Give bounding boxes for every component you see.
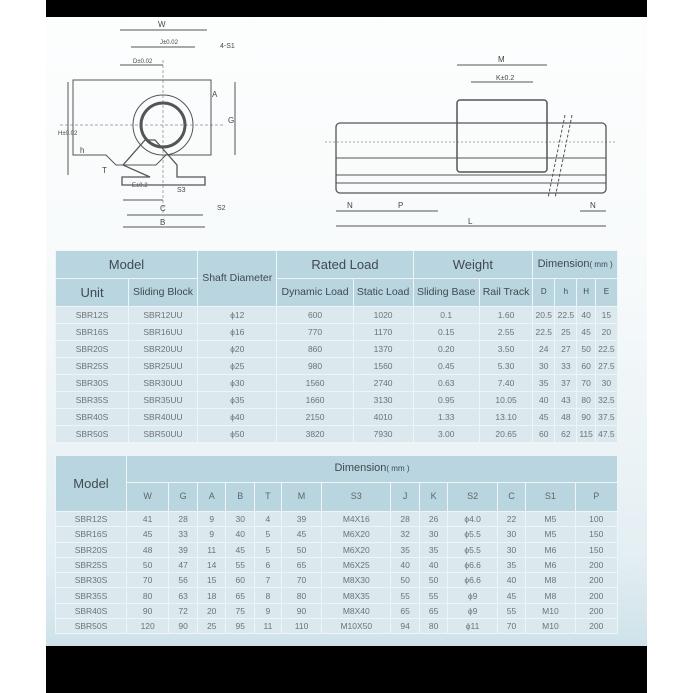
- table-cell: 80: [420, 619, 448, 633]
- label: D±0.02: [133, 59, 153, 65]
- dimension-table: [55, 455, 618, 634]
- header-S3: S3: [322, 483, 390, 511]
- table-cell: 5.30: [480, 358, 532, 374]
- table-cell: SBR35UU: [129, 392, 197, 408]
- table-cell: 27: [555, 341, 576, 357]
- table-cell: 27.5: [596, 358, 617, 374]
- table-cell: ϕ6.6: [448, 558, 496, 572]
- table-cell: 7.40: [480, 375, 532, 391]
- table-cell: 40: [420, 558, 448, 572]
- table-cell: 33: [169, 527, 197, 541]
- table-cell: ϕ20: [198, 341, 276, 357]
- header-unit: Unit: [56, 279, 128, 306]
- table-cell: 1660: [277, 392, 352, 408]
- table-cell: SBR40S: [56, 409, 128, 425]
- table-cell: 9: [198, 512, 226, 526]
- table-cell: 15: [198, 573, 226, 587]
- dimension-labels: [347, 55, 596, 226]
- table-cell: 30: [498, 543, 526, 557]
- table-cell: ϕ16: [198, 324, 276, 340]
- table-cell: 60: [226, 573, 254, 587]
- table-cell: 5: [255, 527, 281, 541]
- header-C: C: [498, 483, 526, 511]
- table-cell: 40: [498, 573, 526, 587]
- table-cell: ϕ4.0: [448, 512, 496, 526]
- table-cell: 2150: [277, 409, 352, 425]
- table-cell: 200: [576, 588, 617, 602]
- table-cell: 32: [391, 527, 419, 541]
- table-cell: M6X25: [322, 558, 390, 572]
- table-cell: M8: [526, 588, 574, 602]
- table-cell: 24: [533, 341, 554, 357]
- side-view-drawing: [320, 40, 620, 235]
- table-row: [56, 512, 617, 526]
- table-cell: SBR35S: [56, 392, 128, 408]
- table-cell: M10: [526, 604, 574, 618]
- label: T: [102, 166, 107, 175]
- table-cell: 45: [577, 324, 594, 340]
- table-cell: 40: [391, 558, 419, 572]
- table-cell: SBR16S: [56, 324, 128, 340]
- table-row: [56, 375, 617, 391]
- label: M: [498, 55, 505, 64]
- header-static-load: Static Load: [354, 279, 413, 306]
- table-cell: 7930: [354, 426, 413, 442]
- table-cell: 4010: [354, 409, 413, 425]
- table-cell: SBR35S: [56, 588, 126, 602]
- table-row: [56, 573, 617, 587]
- table-cell: 55: [420, 588, 448, 602]
- table-cell: 22.5: [555, 307, 576, 323]
- table-cell: 7: [255, 573, 281, 587]
- table-cell: 90: [127, 604, 168, 618]
- label: L: [468, 217, 473, 226]
- table-cell: ϕ30: [198, 375, 276, 391]
- table-cell: 3.50: [480, 341, 532, 357]
- table-cell: 25: [555, 324, 576, 340]
- table-cell: M5: [526, 512, 574, 526]
- table-cell: 43: [555, 392, 576, 408]
- header-H: H: [577, 279, 594, 306]
- table-cell: 110: [282, 619, 322, 633]
- header-sliding-base: Sliding Base: [414, 279, 479, 306]
- table-cell: 10.05: [480, 392, 532, 408]
- dimension-label: Dimension: [537, 257, 590, 270]
- table-cell: 4: [255, 512, 281, 526]
- label: N: [590, 201, 596, 210]
- table-cell: 15: [596, 307, 617, 323]
- table-cell: 0.95: [414, 392, 479, 408]
- table-cell: 55: [498, 604, 526, 618]
- table-cell: 1.33: [414, 409, 479, 425]
- table-row: [56, 409, 617, 425]
- table-cell: 0.15: [414, 324, 479, 340]
- table-row: [56, 358, 617, 374]
- table-cell: 60: [577, 358, 594, 374]
- table-cell: M6: [526, 558, 574, 572]
- table-cell: M5: [526, 527, 574, 541]
- table-cell: 100: [576, 512, 617, 526]
- table-cell: 11: [198, 543, 226, 557]
- header-W: W: [127, 483, 168, 511]
- table-cell: 80: [577, 392, 594, 408]
- table-cell: 63: [169, 588, 197, 602]
- table-cell: 47: [169, 558, 197, 572]
- table-cell: ϕ11: [448, 619, 496, 633]
- label: H±0.02: [58, 131, 78, 137]
- table-cell: 35: [420, 543, 448, 557]
- table-cell: 28: [391, 512, 419, 526]
- table-cell: M10: [526, 619, 574, 633]
- table-cell: 70: [498, 619, 526, 633]
- unit-label: ( mm ): [589, 259, 613, 269]
- table-row: [56, 588, 617, 602]
- table-cell: 39: [282, 512, 322, 526]
- table-cell: 50: [577, 341, 594, 357]
- table-cell: 45: [127, 527, 168, 541]
- table-cell: ϕ50: [198, 426, 276, 442]
- table-cell: 115: [577, 426, 594, 442]
- header-dimension: [533, 251, 617, 278]
- table-cell: SBR30S: [56, 573, 126, 587]
- table-cell: 20.5: [533, 307, 554, 323]
- table-cell: SBR25S: [56, 558, 126, 572]
- table-cell: 32.5: [596, 392, 617, 408]
- table-cell: 55: [391, 588, 419, 602]
- table-cell: SBR40UU: [129, 409, 197, 425]
- table-cell: 2740: [354, 375, 413, 391]
- table-cell: SBR12S: [56, 512, 126, 526]
- unit-label: ( mm ): [386, 464, 410, 474]
- table-cell: 35: [498, 558, 526, 572]
- table-cell: M4X16: [322, 512, 390, 526]
- table-cell: ϕ9: [448, 588, 496, 602]
- table-cell: 1020: [354, 307, 413, 323]
- table-cell: 3820: [277, 426, 352, 442]
- header-dimension: [127, 456, 617, 482]
- table-cell: 45: [533, 409, 554, 425]
- table-cell: 1560: [277, 375, 352, 391]
- label: C: [160, 204, 166, 213]
- table-cell: 6: [255, 558, 281, 572]
- table-cell: 13.10: [480, 409, 532, 425]
- table-cell: 14: [198, 558, 226, 572]
- label: E±0.2: [132, 183, 148, 189]
- table-cell: 75: [226, 604, 254, 618]
- table-cell: 0.20: [414, 341, 479, 357]
- table-cell: 72: [169, 604, 197, 618]
- table-cell: 45: [282, 527, 322, 541]
- front-view-drawing: [50, 15, 250, 235]
- label: P: [398, 201, 404, 210]
- table-cell: SBR50S: [56, 426, 128, 442]
- header-h: h: [555, 279, 576, 306]
- table-cell: 94: [391, 619, 419, 633]
- table-cell: 65: [282, 558, 322, 572]
- table-cell: ϕ35: [198, 392, 276, 408]
- table-cell: 860: [277, 341, 352, 357]
- table-cell: ϕ5.5: [448, 527, 496, 541]
- table-cell: ϕ25: [198, 358, 276, 374]
- table-cell: 11: [255, 619, 281, 633]
- table-cell: ϕ9: [448, 604, 496, 618]
- table-cell: 8: [255, 588, 281, 602]
- table-row: [56, 307, 617, 323]
- table-cell: M6: [526, 543, 574, 557]
- table-row: [56, 392, 617, 408]
- table-cell: 48: [127, 543, 168, 557]
- table-cell: 37.5: [596, 409, 617, 425]
- table-cell: 1170: [354, 324, 413, 340]
- load-weight-table: [55, 250, 618, 443]
- table-cell: 200: [576, 558, 617, 572]
- table-cell: SBR20S: [56, 341, 128, 357]
- table-cell: 26: [420, 512, 448, 526]
- table-cell: 1560: [354, 358, 413, 374]
- table-cell: 65: [226, 588, 254, 602]
- table-cell: 9: [198, 527, 226, 541]
- table-cell: 90: [169, 619, 197, 633]
- header-S2: S2: [448, 483, 496, 511]
- header-E: E: [596, 279, 617, 306]
- table-row: [56, 619, 617, 633]
- label: 4-S1: [220, 43, 235, 50]
- table-cell: 30: [533, 358, 554, 374]
- table-cell: 70: [127, 573, 168, 587]
- table-cell: 25: [198, 619, 226, 633]
- table-cell: 65: [391, 604, 419, 618]
- table-cell: 50: [282, 543, 322, 557]
- table-cell: 45: [226, 543, 254, 557]
- table-cell: 37: [555, 375, 576, 391]
- table-cell: 40: [226, 527, 254, 541]
- table-row: [56, 426, 617, 442]
- table-cell: SBR50UU: [129, 426, 197, 442]
- table-cell: 30: [498, 527, 526, 541]
- table-cell: 120: [127, 619, 168, 633]
- table-cell: 0.45: [414, 358, 479, 374]
- table-cell: 45: [498, 588, 526, 602]
- table-cell: 35: [391, 543, 419, 557]
- header-model: Model: [56, 251, 197, 278]
- table-cell: M8: [526, 573, 574, 587]
- table-cell: ϕ5.5: [448, 543, 496, 557]
- table-cell: 18: [198, 588, 226, 602]
- table-cell: 50: [391, 573, 419, 587]
- table-cell: 150: [576, 543, 617, 557]
- dimension-label: Dimension: [334, 462, 387, 475]
- table-cell: 40: [577, 307, 594, 323]
- bottom-black-bar: [46, 646, 647, 693]
- table-cell: 200: [576, 573, 617, 587]
- table-cell: 50: [420, 573, 448, 587]
- table-cell: 2.55: [480, 324, 532, 340]
- table-row: [56, 543, 617, 557]
- table-cell: 22: [498, 512, 526, 526]
- table-cell: M8X30: [322, 573, 390, 587]
- table-cell: M6X20: [322, 543, 390, 557]
- table-cell: 62: [555, 426, 576, 442]
- table-cell: 48: [555, 409, 576, 425]
- table-cell: 770: [277, 324, 352, 340]
- header-B: B: [226, 483, 254, 511]
- table-cell: M6X20: [322, 527, 390, 541]
- header-weight: Weight: [414, 251, 533, 278]
- table-cell: 65: [420, 604, 448, 618]
- table-cell: 3.00: [414, 426, 479, 442]
- table-cell: 95: [226, 619, 254, 633]
- table-cell: 20: [596, 324, 617, 340]
- header-G: G: [169, 483, 197, 511]
- header-A: A: [198, 483, 226, 511]
- table-cell: 150: [576, 527, 617, 541]
- table-cell: SBR16S: [56, 527, 126, 541]
- table-cell: 50: [127, 558, 168, 572]
- table-cell: 1370: [354, 341, 413, 357]
- label: G: [228, 116, 235, 125]
- table-cell: SBR25S: [56, 358, 128, 374]
- table-cell: 30: [226, 512, 254, 526]
- label: N: [347, 201, 353, 210]
- header-T: T: [255, 483, 281, 511]
- table-cell: 600: [277, 307, 352, 323]
- table-cell: 9: [255, 604, 281, 618]
- header-P: P: [576, 483, 617, 511]
- table-cell: 40: [533, 392, 554, 408]
- table-cell: 20: [198, 604, 226, 618]
- table-cell: M8X35: [322, 588, 390, 602]
- table-cell: SBR16UU: [129, 324, 197, 340]
- header-shaft-diameter: Shaft Diameter: [198, 251, 276, 306]
- header-sliding-block: Sliding Block: [129, 279, 197, 306]
- table-cell: 1.60: [480, 307, 532, 323]
- table-cell: 0.1: [414, 307, 479, 323]
- label: S3: [177, 187, 186, 194]
- dimension-labels: [58, 20, 235, 227]
- table-cell: SBR12S: [56, 307, 128, 323]
- table-cell: 80: [282, 588, 322, 602]
- table-row: [56, 604, 617, 618]
- table-cell: 0.63: [414, 375, 479, 391]
- table-row: [56, 527, 617, 541]
- label: B: [160, 218, 166, 227]
- header-M: M: [282, 483, 322, 511]
- table-cell: M10X50: [322, 619, 390, 633]
- label: h: [80, 146, 85, 155]
- header-S1: S1: [526, 483, 574, 511]
- header-dynamic-load: Dynamic Load: [277, 279, 352, 306]
- table-cell: 70: [282, 573, 322, 587]
- table-cell: 22.5: [596, 341, 617, 357]
- table-cell: SBR12UU: [129, 307, 197, 323]
- table-cell: 80: [127, 588, 168, 602]
- table-cell: SBR50S: [56, 619, 126, 633]
- table-cell: 33: [555, 358, 576, 374]
- table-cell: 35: [533, 375, 554, 391]
- table-cell: 200: [576, 619, 617, 633]
- table-cell: 20.65: [480, 426, 532, 442]
- header-K: K: [420, 483, 448, 511]
- table-cell: 39: [169, 543, 197, 557]
- table-row: [56, 324, 617, 340]
- label: S2: [217, 205, 226, 212]
- table-cell: ϕ12: [198, 307, 276, 323]
- table-cell: 200: [576, 604, 617, 618]
- label: J±0.02: [160, 40, 178, 46]
- table-cell: 55: [226, 558, 254, 572]
- table-cell: SBR25UU: [129, 358, 197, 374]
- table-cell: SBR20UU: [129, 341, 197, 357]
- table-cell: SBR30UU: [129, 375, 197, 391]
- header-model: Model: [56, 456, 126, 511]
- table-cell: 90: [282, 604, 322, 618]
- label: W: [158, 20, 166, 29]
- table-cell: M8X40: [322, 604, 390, 618]
- table-cell: 980: [277, 358, 352, 374]
- table-cell: 22.5: [533, 324, 554, 340]
- table-cell: 47.5: [596, 426, 617, 442]
- header-rated-load: Rated Load: [277, 251, 412, 278]
- table-cell: SBR20S: [56, 543, 126, 557]
- header-J: J: [391, 483, 419, 511]
- header-rail-track: Rail Track: [480, 279, 532, 306]
- table-cell: SBR30S: [56, 375, 128, 391]
- table-cell: 30: [596, 375, 617, 391]
- table-cell: 30: [420, 527, 448, 541]
- table-cell: 60: [533, 426, 554, 442]
- table-row: [56, 341, 617, 357]
- table-cell: 28: [169, 512, 197, 526]
- label: K±0.2: [496, 75, 515, 82]
- table-cell: 3130: [354, 392, 413, 408]
- table-cell: 41: [127, 512, 168, 526]
- table-cell: 56: [169, 573, 197, 587]
- header-D: D: [533, 279, 554, 306]
- table-cell: ϕ6.6: [448, 573, 496, 587]
- table-cell: SBR40S: [56, 604, 126, 618]
- table-cell: 5: [255, 543, 281, 557]
- table-cell: ϕ40: [198, 409, 276, 425]
- table-row: [56, 558, 617, 572]
- table-cell: 90: [577, 409, 594, 425]
- label: A: [212, 90, 218, 99]
- table-cell: 70: [577, 375, 594, 391]
